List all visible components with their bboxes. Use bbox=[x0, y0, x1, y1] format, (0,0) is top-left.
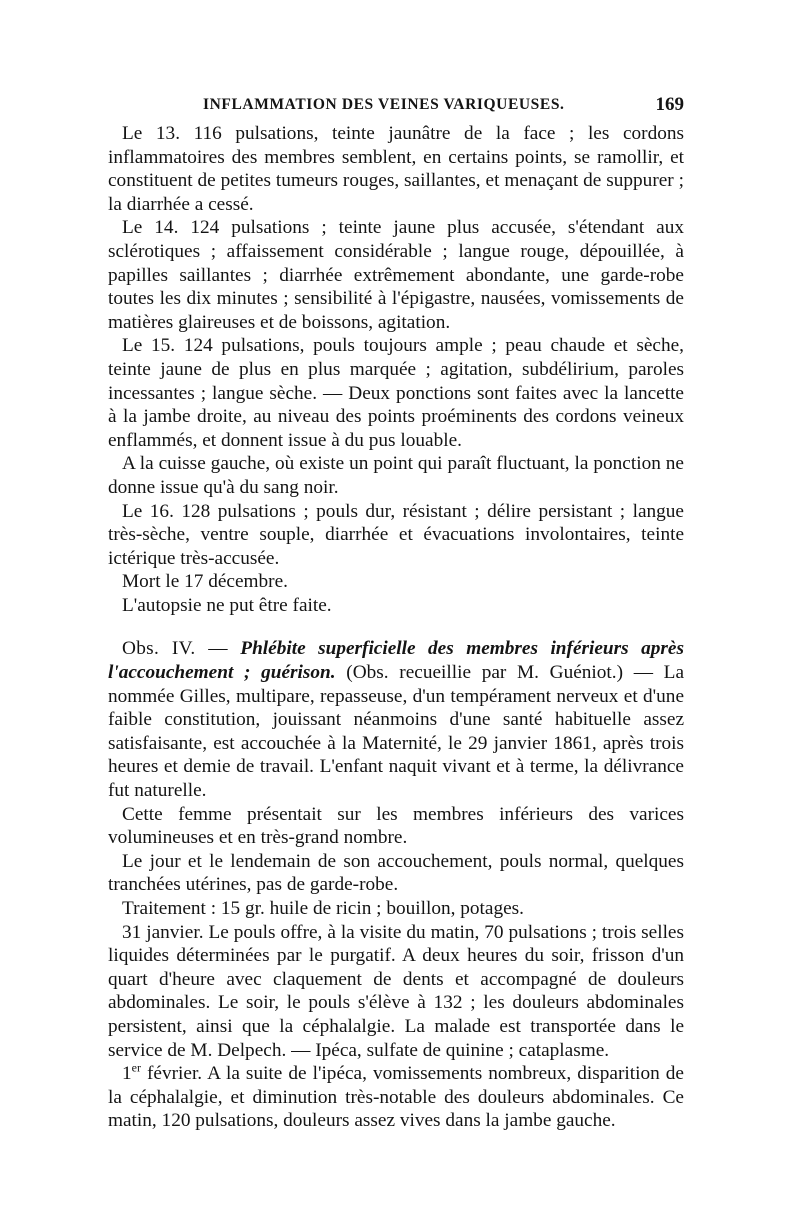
observation-title: Phlébite superficielle des membres inférieurs après l'accouchement ; guérison. bbox=[108, 638, 684, 684]
date-ordinal: er bbox=[131, 1060, 141, 1075]
paragraph: Le 14. 124 pulsations ; teinte jaune plus accusée, s'étendant aux sclérotiques ; affaissement considérable ; langue rouge, dépouillée, à papilles saillantes ; diarrhée extrêmement abondante, une garde-robe toutes les dix minutes ; sensibilité à l'épigastre, nausées, vomissements de matières glaireuses et de boissons, agitation. bbox=[108, 217, 684, 333]
paragraph: 31 janvier. Le pouls offre, à la visite du matin, 70 pulsations ; trois selles liquides déterminées par le purgatif. A deux heures du soir, frisson d'un quart d'heure avec claquement de dents et accompagné de douleurs abdominales. Le soir, le pouls s'élève à 132 ; les douleurs abdominales persistent, ainsi que la céphalalgie. La malade est transportée dans le service de M. Delpech. — Ipéca, sulfate de quinine ; cataplasme. bbox=[108, 921, 684, 1061]
paragraph: Cette femme présentait sur les membres inférieurs des varices volumineuses et en très-grand nombre. bbox=[108, 803, 684, 849]
observation-paragraph bbox=[108, 637, 684, 802]
paragraph: Mort le 17 décembre. bbox=[122, 571, 288, 593]
paragraph: Le 16. 128 pulsations ; pouls dur, résistant ; délire persistant ; langue très-sèche, ventre souple, diarrhée et évacuations involontaires, teinte ictérique très-accusée. bbox=[108, 500, 684, 569]
body-text bbox=[108, 122, 684, 1133]
date-day: 1 bbox=[122, 1063, 132, 1085]
paragraph: Le 13. 116 pulsations, teinte jaunâtre de la face ; les cordons inflammatoires des membres semblent, en certains points, se ramollir, et constituent de petites tumeurs rouges, saillantes, et menaçant de suppurer ; la diarrhée a cessé. bbox=[108, 123, 684, 215]
paragraph: A la cuisse gauche, où existe un point qui paraît fluctuant, la ponction ne donne issue qu'à du sang noir. bbox=[108, 453, 684, 498]
running-title: INFLAMMATION DES VEINES VARIQUEUSES. bbox=[203, 96, 565, 113]
paragraph: Traitement : 15 gr. huile de ricin ; bouillon, potages. bbox=[122, 898, 524, 919]
observation-label: Obs. IV. — bbox=[122, 638, 228, 660]
observation-intro: (Obs. recueillie par M. Guéniot.) — La nommée Gilles, multipare, repasseuse, d'un tempérament nerveux et d'une faible constitution, jouissant néanmoins d'une santé habituelle assez satisfaisante, est accouchée à la Maternité, le 29 janvier 1861, après trois heures et demie de travail. L'enfant naquit vivant et à terme, la délivrance fut naturelle. bbox=[108, 662, 685, 802]
paragraph bbox=[108, 1062, 684, 1133]
paragraph: Le 15. 124 pulsations, pouls toujours ample ; peau chaude et sèche, teinte jaune de plus en plus marquée ; agitation, subdélirium, paroles incessantes ; langue sèche. — Deux ponctions sont faites avec la lancette à la jambe droite, au niveau des points proéminents des cordons veineux enflammés, et donnent issue à du pus louable. bbox=[108, 335, 684, 451]
paragraph-text: février. A la suite de l'ipéca, vomissements nombreux, disparition de la céphalalgie, et diminution très-notable des douleurs abdominales. Ce matin, 120 pulsations, douleurs assez vives dans la jambe gauche. bbox=[108, 1063, 684, 1132]
book-page bbox=[108, 94, 684, 1133]
running-head bbox=[108, 94, 684, 122]
paragraph: Le jour et le lendemain de son accouchement, pouls normal, quelques tranchées utérines, pas de garde-robe. bbox=[108, 850, 684, 896]
paragraph: L'autopsie ne put être faite. bbox=[122, 594, 332, 616]
page-number: 169 bbox=[655, 94, 684, 115]
